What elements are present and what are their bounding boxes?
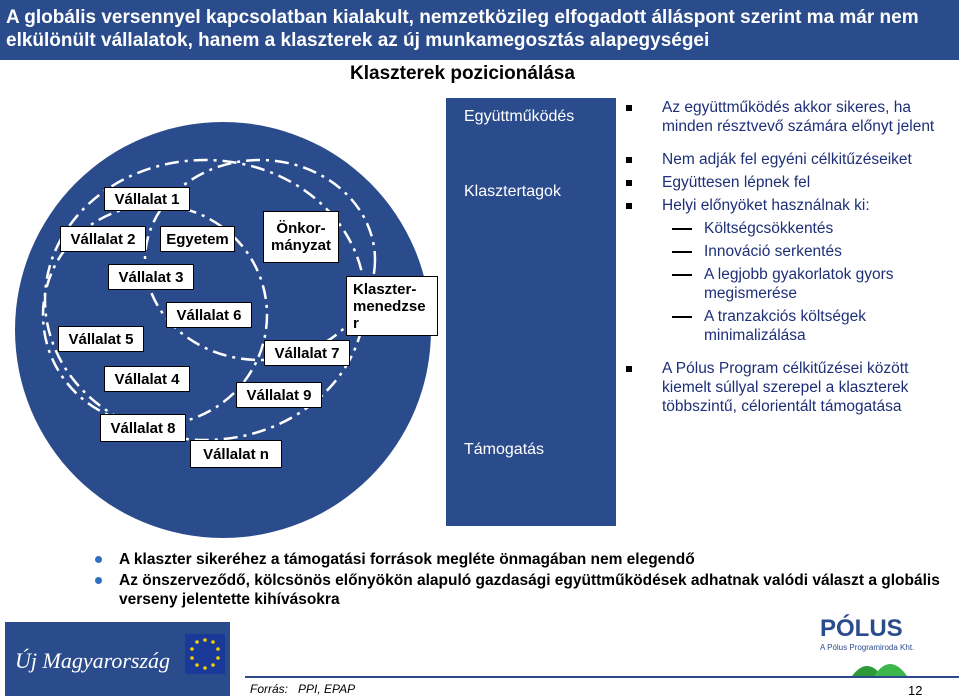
list-item: A Pólus Program célkitűzései között kiemelt súllyal szerepel a klaszterek többszintű, célorientált támogatása — [626, 359, 956, 416]
benefits-list — [626, 98, 956, 420]
svg-text:PÓLUS: PÓLUS — [820, 615, 903, 642]
panel-label-egyuttmukodes: Együttműködés — [464, 108, 575, 125]
page-number: 12 — [908, 683, 923, 698]
node-vallalat-n: Vállalat n — [190, 440, 282, 468]
bullet-dot-icon — [95, 556, 102, 563]
node-vallalat-4: Vállalat 4 — [104, 366, 190, 392]
list-item: Az együttműködés akkor sikeres, ha minden résztvevő számára előnyt jelent — [626, 98, 956, 136]
node-vallalat-8: Vállalat 8 — [100, 414, 186, 442]
svg-text:Új Magyarország: Új Magyarország — [15, 648, 171, 673]
node-vallalat-6: Vállalat 6 — [166, 302, 252, 328]
node-vallalat-9: Vállalat 9 — [236, 382, 322, 408]
bullet-square-icon — [626, 105, 632, 111]
conclusion-item: Az önszerveződő, kölcsönös előnyökön alapuló gazdasági együttműködések adhatnak valódi választ a globális verseny jelentette kihívásokra — [95, 571, 959, 609]
bullet-square-icon — [626, 157, 632, 163]
conclusion-item: A klaszter sikeréhez a támogatási források megléte önmagában nem elegendő — [95, 550, 959, 569]
bullet-dot-icon — [95, 577, 102, 584]
bullet-square-icon — [626, 180, 632, 186]
list-item: Együttesen lépnek fel — [626, 173, 956, 192]
panel-label-klasztertagok: Klasztertagok — [464, 183, 561, 200]
diagram-title: Klaszterek pozicionálása — [350, 63, 575, 84]
node-klaszter-menedzser: Klaszter-menedzse r — [346, 276, 438, 336]
dash-icon — [672, 228, 692, 230]
sub-list-item: A tranzakciós költségek minimalizálása — [626, 307, 956, 345]
bullet-square-icon — [626, 366, 632, 372]
node-onkormanyzat: Önkor-mányzat — [263, 211, 339, 263]
node-vallalat-1: Vállalat 1 — [104, 187, 190, 211]
dash-icon — [672, 251, 692, 253]
panel-label-tamogatas: Támogatás — [464, 441, 545, 458]
polus-logo — [812, 608, 952, 680]
sub-list-item: Innováció serkentés — [626, 242, 956, 261]
node-vallalat-3: Vállalat 3 — [108, 264, 194, 290]
node-vallalat-5: Vállalat 5 — [58, 326, 144, 352]
node-vallalat-2: Vállalat 2 — [60, 226, 146, 252]
page-title: A globális versennyel kapcsolatban kialakult, nemzetközileg elfogadott álláspont szerint ma már nem elkülönült vállalatok, hanem a klaszterek az új munkamegosztás alapegységei — [6, 7, 919, 51]
sub-list-item: A legjobb gyakorlatok gyors megismerése — [626, 265, 956, 303]
list-item: Nem adják fel egyéni célkitűzéseiket — [626, 150, 956, 169]
dash-icon — [672, 274, 692, 276]
footer-divider — [245, 676, 959, 678]
node-vallalat-7: Vállalat 7 — [264, 340, 350, 366]
bullet-square-icon — [626, 203, 632, 209]
conclusion-bullets — [95, 550, 959, 609]
dash-icon — [672, 316, 692, 318]
svg-text:A Pólus Programiroda Kht.: A Pólus Programiroda Kht. — [820, 643, 915, 652]
node-egyetem: Egyetem — [160, 226, 235, 252]
uj-magyarorszag-logo — [5, 622, 230, 696]
source-note: Forrás: PPI, EPAP — [250, 682, 356, 696]
list-item: Helyi előnyöket használnak ki: — [626, 196, 956, 215]
sub-list-item: Költségcsökkentés — [626, 219, 956, 238]
role-panel — [446, 98, 616, 526]
